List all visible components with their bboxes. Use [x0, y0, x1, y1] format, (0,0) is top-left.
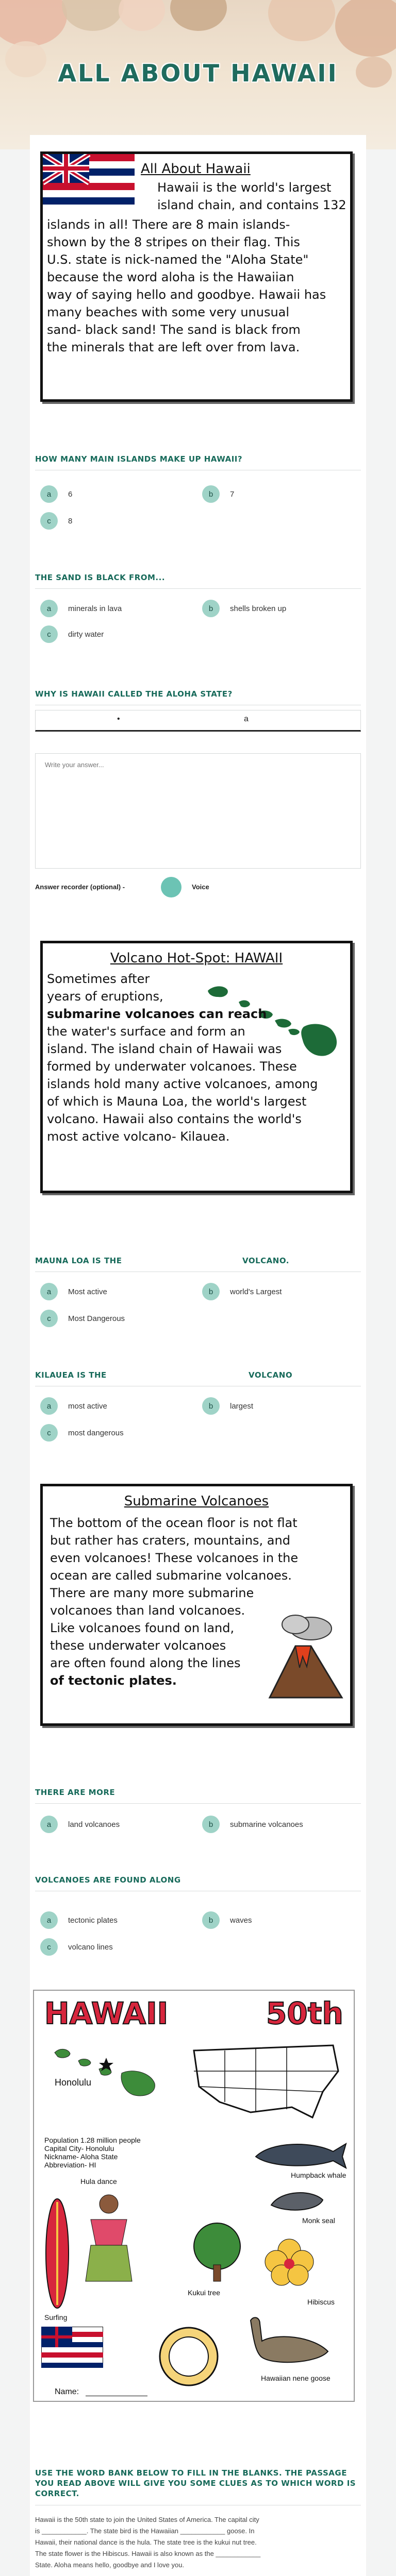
answer-option[interactable] [40, 1911, 118, 1929]
card-text-line: formed by underwater volcanoes. These [47, 1059, 297, 1074]
fact-line: Nickname- Aloha State [44, 2153, 118, 2161]
option-text: most dangerous [68, 1428, 124, 1437]
question-title: MAUNA LOA IS THE [35, 1256, 122, 1265]
question-title: WHY IS HAWAII CALLED THE ALOHA STATE? [35, 689, 233, 699]
answer-option[interactable] [40, 625, 104, 643]
answer-option[interactable] [202, 1816, 303, 1833]
card-text-line: submarine volcanoes can reach [47, 1007, 267, 1021]
question-title: USE THE WORD BANK BELOW TO FILL IN THE BLANKS. THE PASSAGE YOU READ ABOVE WILL GIVE YOU SOME CLUES AS TO WHICH WORD IS CORRECT. [35, 2468, 356, 2498]
answer-option[interactable] [202, 600, 286, 617]
card-text-line: way of saying hello and goodbye. Hawaii has [47, 287, 326, 302]
answer-option[interactable] [40, 1424, 124, 1442]
answer-option[interactable] [40, 1397, 107, 1415]
fact-line: Population 1.28 million people [44, 2136, 141, 2144]
option-text: 8 [68, 516, 73, 526]
text-toolbar [35, 710, 361, 732]
header-banner [0, 0, 396, 149]
question-title-end: VOLCANO. [242, 1256, 289, 1265]
answer-option[interactable] [202, 1283, 282, 1300]
card-text-line: shown by the 8 stripes on their flag. This [47, 235, 300, 249]
surfboard-icon [44, 2197, 70, 2310]
page-title: ALL ABOUT HAWAII [58, 59, 338, 87]
option-letter: c [40, 625, 58, 643]
fill-in-passage [35, 2514, 260, 2571]
surfing-label: Surfing [44, 2313, 68, 2321]
shell-decoration [119, 0, 165, 31]
shell-decoration [335, 0, 396, 57]
hibiscus-icon [261, 2236, 318, 2287]
option-text: volcano lines [68, 1942, 113, 1952]
question-title: KILAUEA IS THE [35, 1370, 107, 1380]
seal-label: Monk seal [302, 2216, 335, 2225]
option-text: most active [68, 1401, 107, 1411]
question-title: HOW MANY MAIN ISLANDS MAKE UP HAWAII? [35, 454, 243, 464]
volcano-icon [259, 1610, 347, 1703]
option-text: land volcanoes [68, 1820, 120, 1829]
question-title-end: VOLCANO [249, 1370, 293, 1380]
divider [35, 1803, 361, 1804]
option-letter: c [40, 512, 58, 530]
option-text: submarine volcanoes [230, 1820, 303, 1829]
card-text-line: the water's surface and form an [47, 1024, 245, 1039]
option-letter: c [40, 1938, 58, 1956]
hawaii-flag-icon [41, 2327, 103, 2368]
option-text: Most Dangerous [68, 1314, 125, 1323]
card-text-line: island chain, and contains 132 [157, 198, 346, 212]
card-title: Volcano Hot-Spot: HAWAII [110, 951, 283, 966]
card-text-line: are often found along the lines [50, 1656, 241, 1670]
kukui-label: Kukui tree [188, 2289, 221, 2297]
card-title: All About Hawaii [141, 161, 251, 177]
voice-label: Voice [192, 883, 209, 891]
option-text: dirty water [68, 630, 104, 639]
option-text: Most active [68, 1287, 107, 1296]
answer-option[interactable] [40, 1816, 120, 1833]
card-title: Submarine Volcanoes [124, 1494, 269, 1509]
card-text-line: islands hold many active volcanoes, among [47, 1077, 318, 1091]
kukui-tree-icon [184, 2221, 251, 2282]
option-letter: b [202, 1397, 220, 1415]
card-text-line: the minerals that are left over from lava. [47, 340, 300, 354]
answer-textarea[interactable] [35, 753, 361, 869]
question-title: THE SAND IS BLACK FROM... [35, 573, 166, 582]
card-text-line: islands in all! There are 8 main islands- [47, 217, 290, 232]
option-letter: c [40, 1310, 58, 1327]
option-letter: b [202, 485, 220, 503]
hawaii-islands-icon [50, 2042, 163, 2099]
option-text: minerals in lava [68, 604, 122, 613]
option-text: shells broken up [230, 604, 287, 613]
shell-decoration [0, 0, 67, 46]
card-text-line: many beaches with some very unusual [47, 305, 290, 319]
option-text: world's Largest [230, 1287, 282, 1296]
card-text-line: There are many more submarine [50, 1586, 254, 1600]
card-text-line: years of eruptions, [47, 989, 163, 1004]
shell-decoration [62, 0, 124, 31]
question-title: THERE ARE MORE [35, 1788, 116, 1797]
passage-line: Hawaii, their national dance is the hula. The state tree is the kukui nut tree. [35, 2538, 257, 2546]
card-text-line: most active volcano- Kilauea. [47, 1129, 230, 1144]
reading-card-all-about-hawaii [40, 151, 353, 402]
option-text: tectonic plates [68, 1916, 118, 1925]
card-text-line: Hawaii is the world's largest [157, 180, 332, 195]
option-text: largest [230, 1401, 254, 1411]
text-style-button[interactable]: a [244, 715, 249, 723]
state-seal-icon [158, 2326, 220, 2387]
card-text-line: volcano. Hawaii also contains the world's [47, 1112, 302, 1126]
card-text-line: ocean are called submarine volcanoes. [50, 1568, 292, 1583]
option-letter: a [40, 1397, 58, 1415]
answer-option[interactable] [40, 1283, 107, 1300]
answer-option[interactable] [202, 1397, 253, 1415]
fact-line: Abbreviation- HI [44, 2161, 96, 2169]
card-text-line: of which is Mauna Loa, the world's largest [47, 1094, 307, 1109]
name-field-label: Name: [55, 2387, 79, 2396]
nene-goose-icon [235, 2310, 338, 2372]
answer-option[interactable] [202, 1911, 252, 1929]
card-text-line: volcanoes than land volcanoes. [50, 1603, 245, 1618]
card-text-line: Like volcanoes found on land, [50, 1621, 235, 1635]
option-letter: a [40, 485, 58, 503]
answer-option[interactable] [40, 600, 122, 617]
passage-line: State. Aloha means hello, goodbye and I love you. [35, 2561, 185, 2569]
hula-label: Hula dance [80, 2177, 117, 2185]
card-text-line: but rather has craters, mountains, and [50, 1533, 290, 1548]
option-letter: b [202, 1911, 220, 1929]
shell-decoration [170, 0, 227, 31]
option-letter: a [40, 1283, 58, 1300]
answer-option[interactable] [40, 1938, 113, 1956]
card-text-line: because the word aloha is the Hawaiian [47, 270, 294, 284]
hula-dancer-icon [80, 2189, 137, 2297]
option-letter: b [202, 1283, 220, 1300]
option-letter: a [40, 1911, 58, 1929]
option-letter: c [40, 1424, 58, 1442]
card-text-line: these underwater volcanoes [50, 1638, 226, 1653]
card-text-line: of tectonic plates. [50, 1673, 177, 1688]
divider [35, 588, 361, 589]
option-letter: a [40, 1816, 58, 1833]
card-text-line: Sometimes after [47, 972, 150, 986]
card-text-line: The bottom of the ocean floor is not flat [50, 1516, 298, 1530]
recorder-label: Answer recorder (optional) - [35, 883, 125, 891]
humpback-whale-icon [251, 2136, 349, 2172]
reading-card-volcano-hotspot [40, 941, 353, 1193]
hawaii-facts-poster [33, 1990, 355, 2402]
option-text: waves [230, 1916, 252, 1925]
answer-option[interactable] [202, 485, 234, 503]
whale-label: Humpback whale [291, 2171, 346, 2179]
card-text-line: island. The island chain of Hawaii was [47, 1042, 282, 1056]
question-title: VOLCANOES ARE FOUND ALONG [35, 1875, 181, 1885]
card-text-line: U.S. state is nick-named the "Aloha State" [47, 252, 309, 267]
option-text: 7 [230, 489, 235, 499]
shell-decoration [268, 0, 335, 41]
hibiscus-label: Hibiscus [307, 2298, 335, 2306]
voice-record-button[interactable] [161, 877, 182, 897]
hawaii-flag-icon [43, 154, 135, 212]
card-text-line: sand- black sand! The sand is black from [47, 323, 301, 337]
capital-label: Honolulu [55, 2077, 92, 2088]
poster-title-50th: 50th [266, 1996, 343, 2031]
answer-option[interactable] [40, 485, 72, 503]
option-letter: b [202, 1816, 220, 1833]
goose-label: Hawaiian nene goose [261, 2374, 331, 2382]
poster-title: HAWAII [44, 1996, 169, 2031]
passage-line: is ____________. The state bird is the Hawaiian ____________ goose. In [35, 2527, 255, 2535]
usa-map-icon [189, 2040, 343, 2128]
answer-option[interactable] [40, 1310, 125, 1327]
passage-line: The state flower is the Hibiscus. Hawaii is also known as the ____________ [35, 2550, 261, 2557]
passage-line: Hawaii is the 50th state to join the United States of America. The capital city [35, 2516, 259, 2523]
state-facts [44, 2136, 141, 2169]
bullet-button[interactable]: • [117, 715, 120, 723]
option-text: 6 [68, 489, 73, 499]
card-text-line: even volcanoes! These volcanoes in the [50, 1551, 299, 1565]
answer-option[interactable] [40, 512, 72, 530]
fact-line: Capital City- Honolulu [44, 2144, 114, 2153]
reading-card-submarine-volcanoes [40, 1484, 353, 1726]
option-letter: a [40, 600, 58, 617]
monk-seal-icon [266, 2184, 328, 2215]
option-letter: b [202, 600, 220, 617]
